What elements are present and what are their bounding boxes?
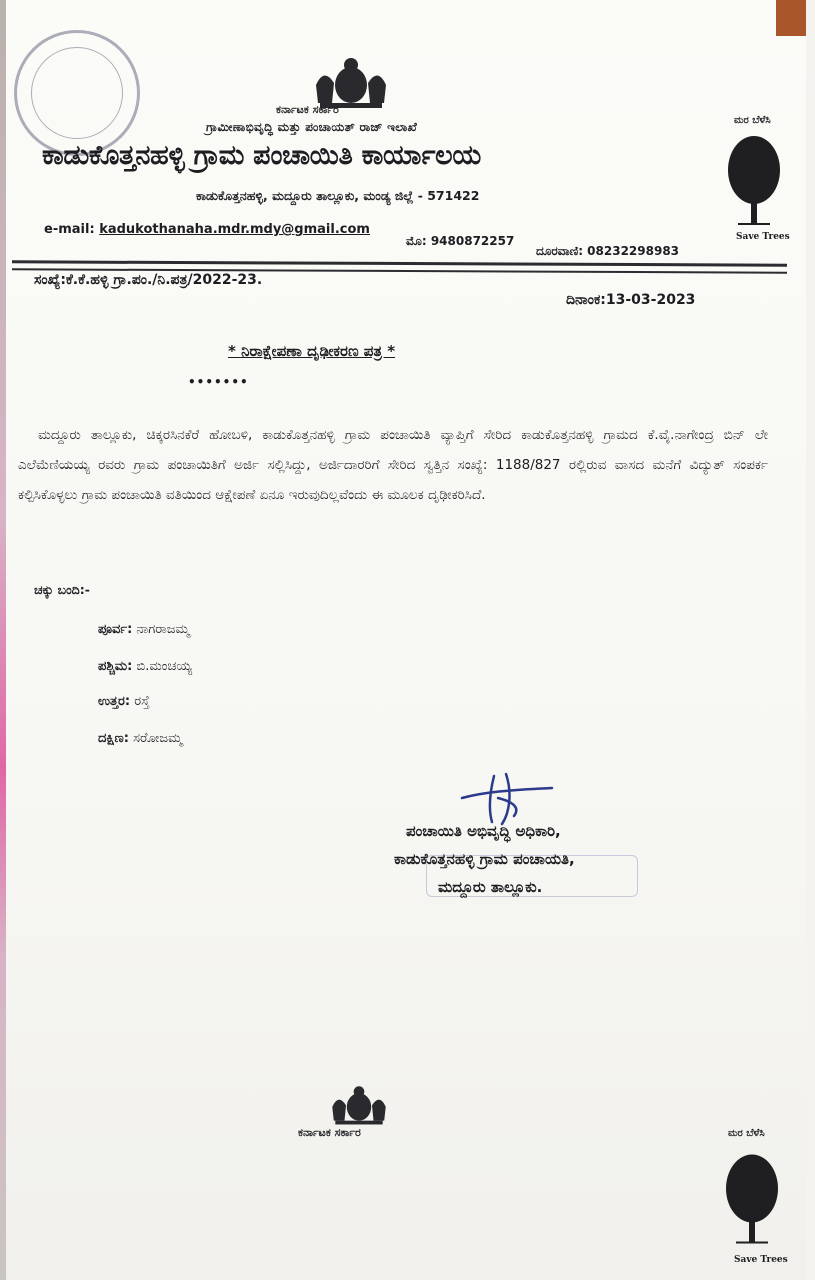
footer-save-trees-text: Save Trees (734, 1255, 788, 1265)
signatory-designation: ಪಂಚಾಯಿತಿ ಅಭಿವೃದ್ಧಿ ಅಧಿಕಾರಿ, (406, 822, 561, 840)
boundary-south (98, 731, 182, 746)
letter-page (6, 0, 806, 1280)
department-line: ಗ್ರಾಮೀಣಾಭಿವೃದ್ಧಿ ಮತ್ತು ಪಂಚಾಯತ್ ರಾಜ್ ಇಲಾಖೆ (206, 120, 418, 134)
tree-icon (724, 128, 784, 233)
boundary-value: ನಾಗರಾಜಮ್ಮ (136, 622, 190, 637)
boundary-label: ದಕ್ಷಿಣ: (98, 731, 129, 746)
boundary-value: ಸರೋಜಮ್ಮ (133, 731, 183, 746)
header-rule-top (12, 260, 787, 266)
boundary-north (98, 694, 150, 709)
email-line (44, 222, 370, 237)
email-link[interactable]: kadukothanaha.mdr.mdy@gmail.com (99, 222, 370, 237)
footer-tree-icon (722, 1144, 782, 1254)
office-title: ಕಾಡುಕೊತ್ತನಹಳ್ಳಿ ಗ್ರಾಮ ಪಂಚಾಯಿತಿ ಕಾರ್ಯಾಲಯ (42, 140, 481, 171)
boundary-value: ರಸ್ತೆ (134, 694, 150, 709)
body-paragraph: ಮದ್ದೂರು ತಾಲ್ಲೂಕು, ಚಿಕ್ಕರಸಿನಕೆರೆ ಹೋಬಳಿ, ಕಾಡುಕೊತ್ತನಹಳ್ಳಿ ಗ್ರಾಮ ಪಂಚಾಯಿತಿ ವ್ಯಾಪ್ತಿಗೆ ಸೇರಿದ ಕಾಡುಕೊತ್ತನಹಳ್ಳಿ ಗ್ರಾಮದ ಕೆ.ವೈ.ನಾಗೇಂದ್ರ ಬಿನ್ ಲೇ ಎಲೆಮೆಣಿಯಯ್ಯ ರವರು ಗ್ರಾಮ ಪಂಚಾಯಿತಿಗೆ ಅರ್ಜಿ ಸಲ್ಲಿಸಿದ್ದು, ಅರ್ಜಿದಾರರಿಗೆ ಸೇರಿದ ಸ್ವತ್ತಿನ ಸಂಖ್ಯೆ: 1188/827 ರಲ್ಲಿರುವ ವಾಸದ ಮನೆಗೆ ವಿದ್ಯುತ್ ಸಂಪರ್ಕ ಕಲ್ಪಿಸಿಕೊಳ್ಳಲು ಗ್ರಾಮ ಪಂಚಾಯಿತಿ ವತಿಯಿಂದ ಆಕ್ಷೇಪಣೆ ಏನೂ ಇರುವುದಿಲ್ಲವೆಂದು ಈ ಮೂಲಕ ದೃಢೀಕರಿಸಿದೆ. (18, 427, 768, 503)
footer-tree-caption: ಮರ ಬೆಳೆಸಿ (728, 1128, 765, 1139)
reference-number: ಸಂಖ್ಯೆ:ಕೆ.ಕೆ.ಹಳ್ಳಿ ಗ್ರಾ.ಪಂ./ನಿ.ಪತ್ರ/2022-23. (34, 272, 263, 288)
signature-icon (454, 768, 564, 828)
boundary-label: ಉತ್ತರ: (98, 694, 131, 709)
boundary-label: ಪಶ್ಚಿಮ: (98, 659, 133, 674)
signatory-taluk: ಮದ್ದೂರು ತಾಲ್ಲೂಕು. (438, 878, 543, 896)
footer-emblem-icon (324, 1084, 394, 1126)
email-label: e-mail: (44, 222, 95, 237)
office-address: ಕಾಡುಕೊತ್ತನಹಳ್ಳಿ, ಮದ್ದೂರು ತಾಲ್ಲೂಕು, ಮಂಡ್ಯ ಜಿಲ್ಲೆ - 571422 (196, 188, 480, 203)
boundaries-heading: ಚಕ್ಕು ಬಂದಿ:- (34, 582, 90, 597)
boundary-west (98, 659, 192, 674)
boundary-east (98, 622, 190, 637)
letter-title: * ನಿರಾಕ್ಷೇಪಣಾ ದೃಢೀಕರಣ ಪತ್ರ * (228, 342, 396, 360)
boundary-value: ಬಿ.ಮಂಚಯ್ಯ (136, 659, 193, 674)
office-seal-stamp (14, 30, 140, 156)
mobile-number: ಮೊ: 9480872257 (406, 234, 515, 248)
phone-number: ದೂರವಾಣಿ: 08232298983 (536, 244, 680, 258)
corner-tab (776, 0, 806, 36)
title-dots: ••••••• (188, 375, 249, 389)
save-trees-text: Save Trees (736, 232, 790, 242)
karnataka-emblem-icon (306, 55, 396, 110)
letter-date: ದಿನಾಂಕ:13-03-2023 (566, 292, 696, 308)
letter-body (18, 420, 768, 510)
footer-govt-line: ಕರ್ನಾಟಕ ಸರ್ಕಾರ (298, 1126, 361, 1139)
govt-line: ಕರ್ನಾಟಕ ಸರ್ಕಾರ (276, 103, 339, 116)
boundary-label: ಪೂರ್ವ: (98, 622, 133, 637)
tree-caption: ಮರ ಬೆಳೆಸಿ (734, 115, 771, 126)
signatory-office: ಕಾಡುಕೊತ್ತನಹಳ್ಳಿ ಗ್ರಾಮ ಪಂಚಾಯತಿ, (394, 850, 575, 868)
